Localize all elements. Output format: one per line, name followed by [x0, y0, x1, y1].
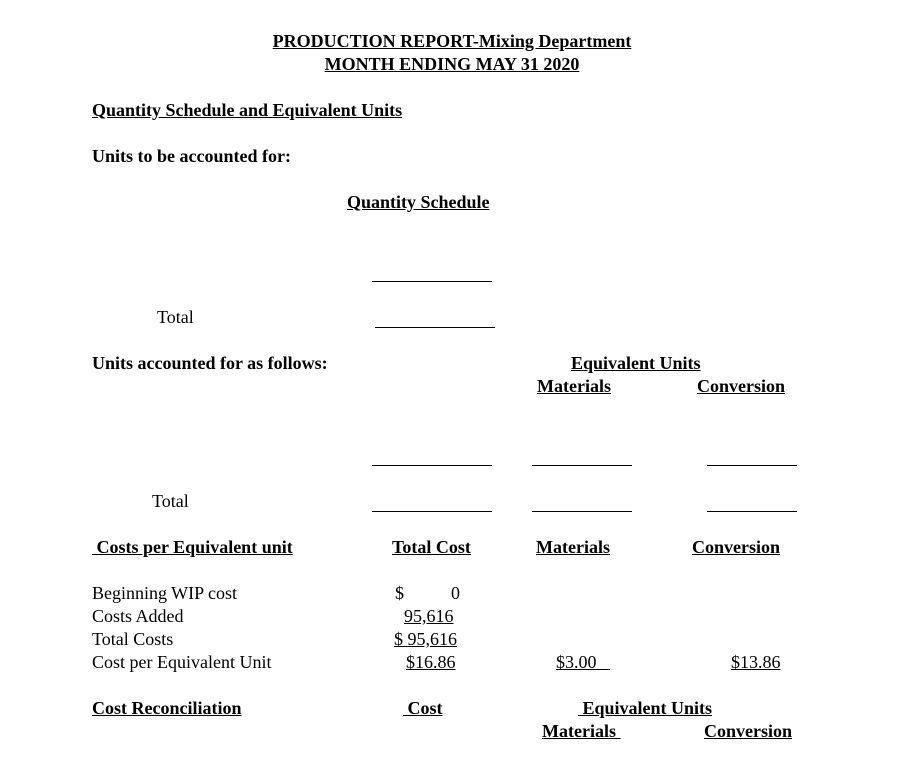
costs-added-label: Costs Added [92, 606, 184, 626]
blank-line [372, 281, 492, 282]
blank-line [707, 511, 797, 512]
reconciliation-cost-header: Cost [407, 698, 443, 718]
total-costs-value: $ 95,616 [394, 629, 457, 649]
report-subtitle: MONTH ENDING MAY 31 2020 [324, 54, 580, 74]
blank-line [375, 327, 495, 328]
beginning-wip-label: Beginning WIP cost [92, 583, 237, 603]
materials-header: Materials [537, 376, 611, 396]
quantity-schedule-heading: Quantity Schedule and Equivalent Units [92, 100, 403, 120]
cost-per-eu-conversion: $13.86 [731, 652, 781, 672]
reconciliation-conversion-header: Conversion [704, 721, 793, 741]
materials-cost-header: Materials [536, 537, 610, 557]
conversion-cost-header: Conversion [692, 537, 781, 557]
total-label-1: Total [157, 307, 194, 327]
total-label-2: Total [152, 491, 189, 511]
report-title: PRODUCTION REPORT-Mixing Department [272, 31, 632, 51]
beginning-wip-value: 0 [451, 583, 460, 603]
cost-per-eu-label: Cost per Equivalent Unit [92, 652, 272, 672]
blank-line [532, 465, 632, 466]
blank-line [372, 465, 492, 466]
reconciliation-equivalent-units-header: Equivalent Units [582, 698, 713, 718]
equivalent-units-header: Equivalent Units [571, 353, 701, 373]
beginning-wip-dollar: $ [395, 583, 404, 603]
blank-line [532, 511, 632, 512]
total-cost-header: Total Cost [392, 537, 471, 557]
reconciliation-materials-header: Materials [542, 721, 616, 741]
quantity-schedule-label: Quantity Schedule [347, 192, 490, 212]
blank-line [707, 465, 797, 466]
units-accounted-label: Units accounted for as follows: [92, 353, 328, 373]
costs-added-value: 95,616 [404, 606, 454, 626]
cost-reconciliation-heading: Cost Reconciliation [92, 698, 242, 718]
costs-heading: Costs per Equivalent unit [96, 537, 293, 557]
conversion-header: Conversion [697, 376, 786, 396]
cost-per-eu-total: $16.86 [406, 652, 456, 672]
cost-per-eu-materials: $3.00 [556, 652, 597, 672]
total-costs-label: Total Costs [92, 629, 174, 649]
units-to-be-accounted-label: Units to be accounted for: [92, 146, 291, 166]
blank-line [372, 511, 492, 512]
